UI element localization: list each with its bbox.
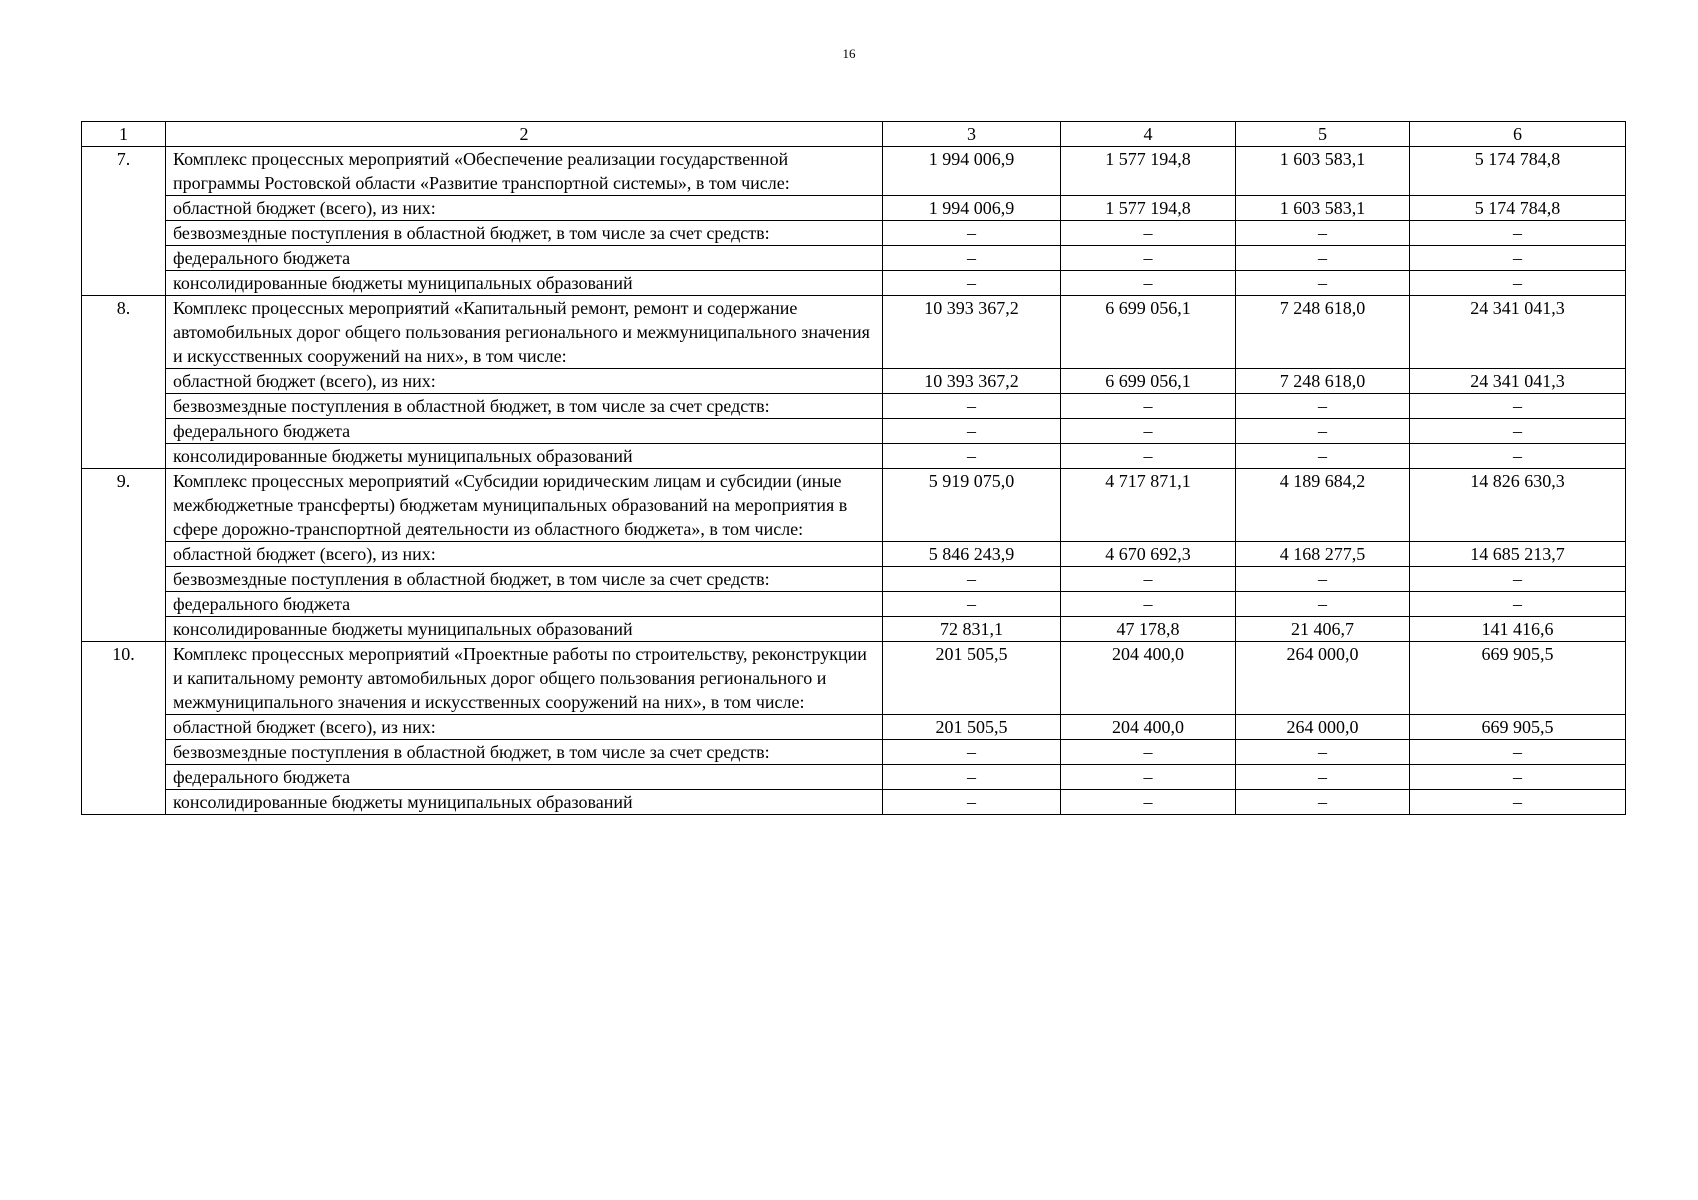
value-cell: – [1236,567,1410,592]
value-cell: – [1410,765,1626,790]
table-row [82,642,1626,715]
row-label: областной бюджет (всего), из них: [166,369,883,394]
value-cell: 669 905,5 [1410,642,1626,715]
value-cell: – [1061,765,1236,790]
value-cell: 1 577 194,8 [1061,147,1236,196]
row-label: консолидированные бюджеты муниципальных образований [166,444,883,469]
table-row [82,790,1626,815]
section-title: Комплекс процессных мероприятий «Капитальный ремонт, ремонт и содержание автомобильных дорог общего пользования регионального и межмуниципального значения и искусственных сооружений на них», в том числе: [166,296,883,369]
value-cell: 14 685 213,7 [1410,542,1626,567]
value-cell: 264 000,0 [1236,642,1410,715]
value-cell: – [1410,790,1626,815]
value-cell: – [1410,246,1626,271]
value-cell: – [1061,592,1236,617]
header-cell: 4 [1061,122,1236,147]
table-row [82,542,1626,567]
value-cell: – [1236,419,1410,444]
value-cell: 7 248 618,0 [1236,296,1410,369]
value-cell: – [1236,765,1410,790]
section-number: 8. [82,296,166,469]
row-label: федерального бюджета [166,246,883,271]
value-cell: 4 189 684,2 [1236,469,1410,542]
value-cell: – [1061,246,1236,271]
table-body [82,147,1626,815]
table-row [82,765,1626,790]
value-cell: 24 341 041,3 [1410,369,1626,394]
table-row [82,221,1626,246]
table-row [82,567,1626,592]
value-cell: 47 178,8 [1061,617,1236,642]
value-cell: – [883,790,1061,815]
value-cell: 204 400,0 [1061,715,1236,740]
value-cell: 7 248 618,0 [1236,369,1410,394]
value-cell: 72 831,1 [883,617,1061,642]
value-cell: 201 505,5 [883,715,1061,740]
value-cell: – [1061,221,1236,246]
value-cell: 10 393 367,2 [883,296,1061,369]
value-cell: 5 919 075,0 [883,469,1061,542]
value-cell: – [883,592,1061,617]
header-cell: 5 [1236,122,1410,147]
table-row [82,147,1626,196]
value-cell: 669 905,5 [1410,715,1626,740]
value-cell: 204 400,0 [1061,642,1236,715]
page-number: 16 [842,46,856,61]
row-label: безвозмездные поступления в областной бюджет, в том числе за счет средств: [166,221,883,246]
value-cell: 4 717 871,1 [1061,469,1236,542]
value-cell: – [1410,444,1626,469]
row-label: федерального бюджета [166,765,883,790]
value-cell: 6 699 056,1 [1061,369,1236,394]
value-cell: 6 699 056,1 [1061,296,1236,369]
value-cell: – [883,567,1061,592]
value-cell: 1 577 194,8 [1061,196,1236,221]
value-cell: – [883,765,1061,790]
value-cell: – [883,419,1061,444]
header-cell: 6 [1410,122,1626,147]
table-row [82,469,1626,542]
table-row [82,740,1626,765]
table-row [82,369,1626,394]
value-cell: – [1410,394,1626,419]
row-label: областной бюджет (всего), из них: [166,196,883,221]
value-cell: 201 505,5 [883,642,1061,715]
value-cell: – [883,246,1061,271]
value-cell: – [1061,740,1236,765]
value-cell: – [1061,394,1236,419]
table-row [82,246,1626,271]
value-cell: 5 846 243,9 [883,542,1061,567]
value-cell: 1 994 006,9 [883,147,1061,196]
row-label: безвозмездные поступления в областной бюджет, в том числе за счет средств: [166,567,883,592]
table-row [82,296,1626,369]
row-label: консолидированные бюджеты муниципальных образований [166,271,883,296]
value-cell: – [883,271,1061,296]
table-row [82,592,1626,617]
value-cell: 24 341 041,3 [1410,296,1626,369]
header-cell: 2 [166,122,883,147]
value-cell: – [1236,592,1410,617]
value-cell: 5 174 784,8 [1410,196,1626,221]
value-cell: – [1410,221,1626,246]
table-row [82,617,1626,642]
section-number: 10. [82,642,166,815]
header-cell: 3 [883,122,1061,147]
row-label: федерального бюджета [166,592,883,617]
value-cell: – [883,444,1061,469]
section-title: Комплекс процессных мероприятий «Обеспечение реализации государственной программы Ростовской области «Развитие транспортной системы», в том числе: [166,147,883,196]
value-cell: – [1061,419,1236,444]
table-row [82,196,1626,221]
value-cell: – [883,740,1061,765]
value-cell: – [883,221,1061,246]
value-cell: – [1410,271,1626,296]
value-cell: – [1061,567,1236,592]
value-cell: 14 826 630,3 [1410,469,1626,542]
value-cell: – [883,394,1061,419]
value-cell: 5 174 784,8 [1410,147,1626,196]
table-row [82,715,1626,740]
table-row [82,444,1626,469]
value-cell: 141 416,6 [1410,617,1626,642]
value-cell: – [1061,271,1236,296]
value-cell: 1 603 583,1 [1236,196,1410,221]
value-cell: – [1236,444,1410,469]
row-label: областной бюджет (всего), из них: [166,542,883,567]
table-row [82,419,1626,444]
table-row [82,394,1626,419]
value-cell: 264 000,0 [1236,715,1410,740]
value-cell: 1 603 583,1 [1236,147,1410,196]
section-number: 9. [82,469,166,642]
value-cell: – [1410,592,1626,617]
value-cell: 4 168 277,5 [1236,542,1410,567]
value-cell: – [1061,444,1236,469]
value-cell: – [1236,221,1410,246]
budget-table [81,121,1626,815]
value-cell: 10 393 367,2 [883,369,1061,394]
value-cell: 21 406,7 [1236,617,1410,642]
value-cell: – [1061,790,1236,815]
value-cell: – [1236,394,1410,419]
header-cell: 1 [82,122,166,147]
section-title: Комплекс процессных мероприятий «Субсидии юридическим лицам и субсидии (иные межбюджетные трансферты) бюджетам муниципальных образований на мероприятия в сфере дорожно-транспортной деятельности из областного бюджета», в том числе: [166,469,883,542]
value-cell: – [1236,790,1410,815]
value-cell: – [1236,246,1410,271]
header-row [82,122,1626,147]
section-title: Комплекс процессных мероприятий «Проектные работы по строительству, реконструкции и капитальному ремонту автомобильных дорог общего пользования регионального и межмуниципального значения и искусственных сооружений на них», в том числе: [166,642,883,715]
value-cell: – [1236,271,1410,296]
value-cell: – [1236,740,1410,765]
value-cell: 4 670 692,3 [1061,542,1236,567]
row-label: областной бюджет (всего), из них: [166,715,883,740]
row-label: федерального бюджета [166,419,883,444]
value-cell: – [1410,567,1626,592]
section-number: 7. [82,147,166,296]
row-label: консолидированные бюджеты муниципальных образований [166,617,883,642]
value-cell: – [1410,740,1626,765]
table-row [82,271,1626,296]
row-label: безвозмездные поступления в областной бюджет, в том числе за счет средств: [166,394,883,419]
row-label: безвозмездные поступления в областной бюджет, в том числе за счет средств: [166,740,883,765]
row-label: консолидированные бюджеты муниципальных образований [166,790,883,815]
value-cell: – [1410,419,1626,444]
value-cell: 1 994 006,9 [883,196,1061,221]
